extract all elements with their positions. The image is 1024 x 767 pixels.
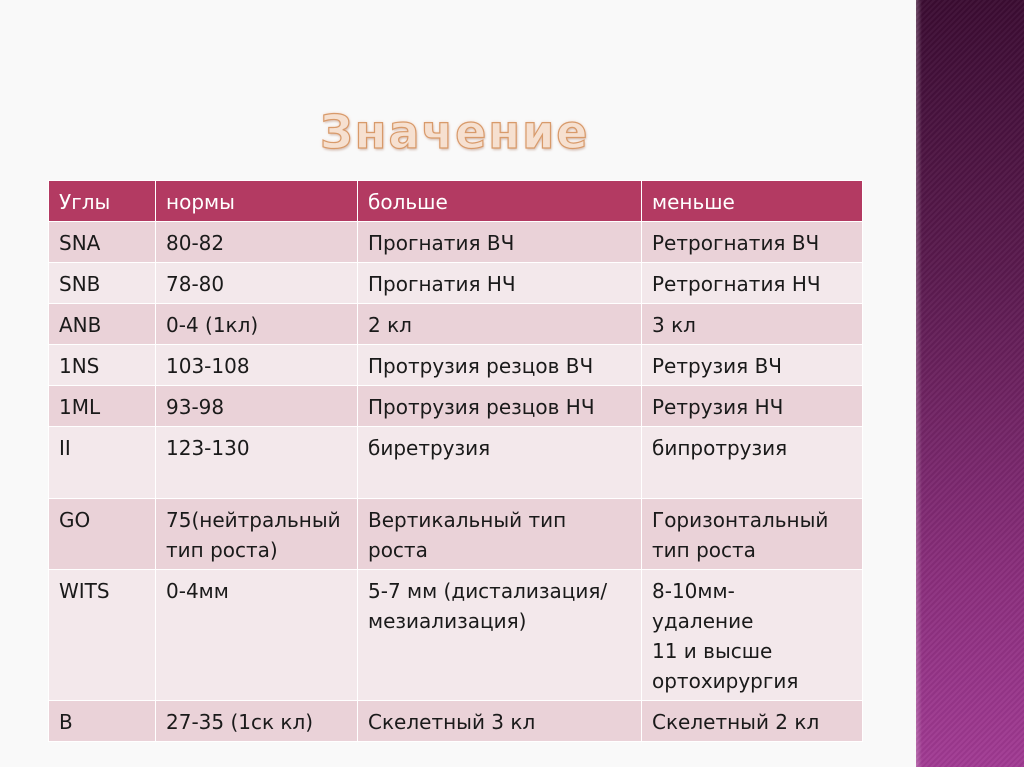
table-cell: 78-80	[156, 263, 358, 304]
table-cell: Скелетный 3 кл	[358, 701, 642, 742]
table-cell: Скелетный 2 кл	[642, 701, 863, 742]
table-cell: 0-4 (1кл)	[156, 304, 358, 345]
table-cell: 93-98	[156, 386, 358, 427]
table-cell: Ретрузия ВЧ	[642, 345, 863, 386]
table-cell: Прогнатия НЧ	[358, 263, 642, 304]
table-cell: 5-7 мм (дистализация/мезиализация)	[358, 570, 642, 701]
table-cell: 3 кл	[642, 304, 863, 345]
table-cell: WITS	[49, 570, 156, 701]
table-row	[49, 222, 863, 263]
table-cell: Протрузия резцов ВЧ	[358, 345, 642, 386]
norms-table	[48, 180, 863, 742]
table-cell: B	[49, 701, 156, 742]
table-cell: 75(нейтральный тип роста)	[156, 499, 358, 570]
table-cell: Ретрузия НЧ	[642, 386, 863, 427]
table-cell: Протрузия резцов НЧ	[358, 386, 642, 427]
decorative-side-band	[916, 0, 1024, 767]
table-cell: 0-4мм	[156, 570, 358, 701]
table-cell: SNA	[49, 222, 156, 263]
table-cell: 1ML	[49, 386, 156, 427]
table-cell: 123-130	[156, 427, 358, 499]
table-cell: 1NS	[49, 345, 156, 386]
table-row	[49, 499, 863, 570]
table-cell: 8-10мм- удаление 11 и высше ортохирургия	[642, 570, 863, 701]
table-cell: II	[49, 427, 156, 499]
header-cell-angles: Углы	[49, 181, 156, 222]
table-cell: Ретрогнатия ВЧ	[642, 222, 863, 263]
table-cell: Вертикальный тип роста	[358, 499, 642, 570]
table-cell: SNB	[49, 263, 156, 304]
table-row	[49, 701, 863, 742]
table-cell: ANB	[49, 304, 156, 345]
table-cell: бипротрузия	[642, 427, 863, 499]
side-band-edge	[916, 0, 922, 767]
table-row	[49, 345, 863, 386]
table-header-row	[49, 181, 863, 222]
table-cell: 27-35 (1ск кл)	[156, 701, 358, 742]
header-cell-greater: больше	[358, 181, 642, 222]
table-row	[49, 427, 863, 499]
table-cell: Ретрогнатия НЧ	[642, 263, 863, 304]
slide-title: Значение	[320, 105, 590, 159]
table-cell: 80-82	[156, 222, 358, 263]
table-cell: GO	[49, 499, 156, 570]
table-row	[49, 304, 863, 345]
table-cell: Прогнатия ВЧ	[358, 222, 642, 263]
table-row	[49, 263, 863, 304]
table-row	[49, 570, 863, 701]
table-row	[49, 386, 863, 427]
table-cell: биретрузия	[358, 427, 642, 499]
table-cell: 103-108	[156, 345, 358, 386]
table-cell: Горизонтальный тип роста	[642, 499, 863, 570]
header-cell-norms: нормы	[156, 181, 358, 222]
table-cell: 2 кл	[358, 304, 642, 345]
header-cell-less: меньше	[642, 181, 863, 222]
